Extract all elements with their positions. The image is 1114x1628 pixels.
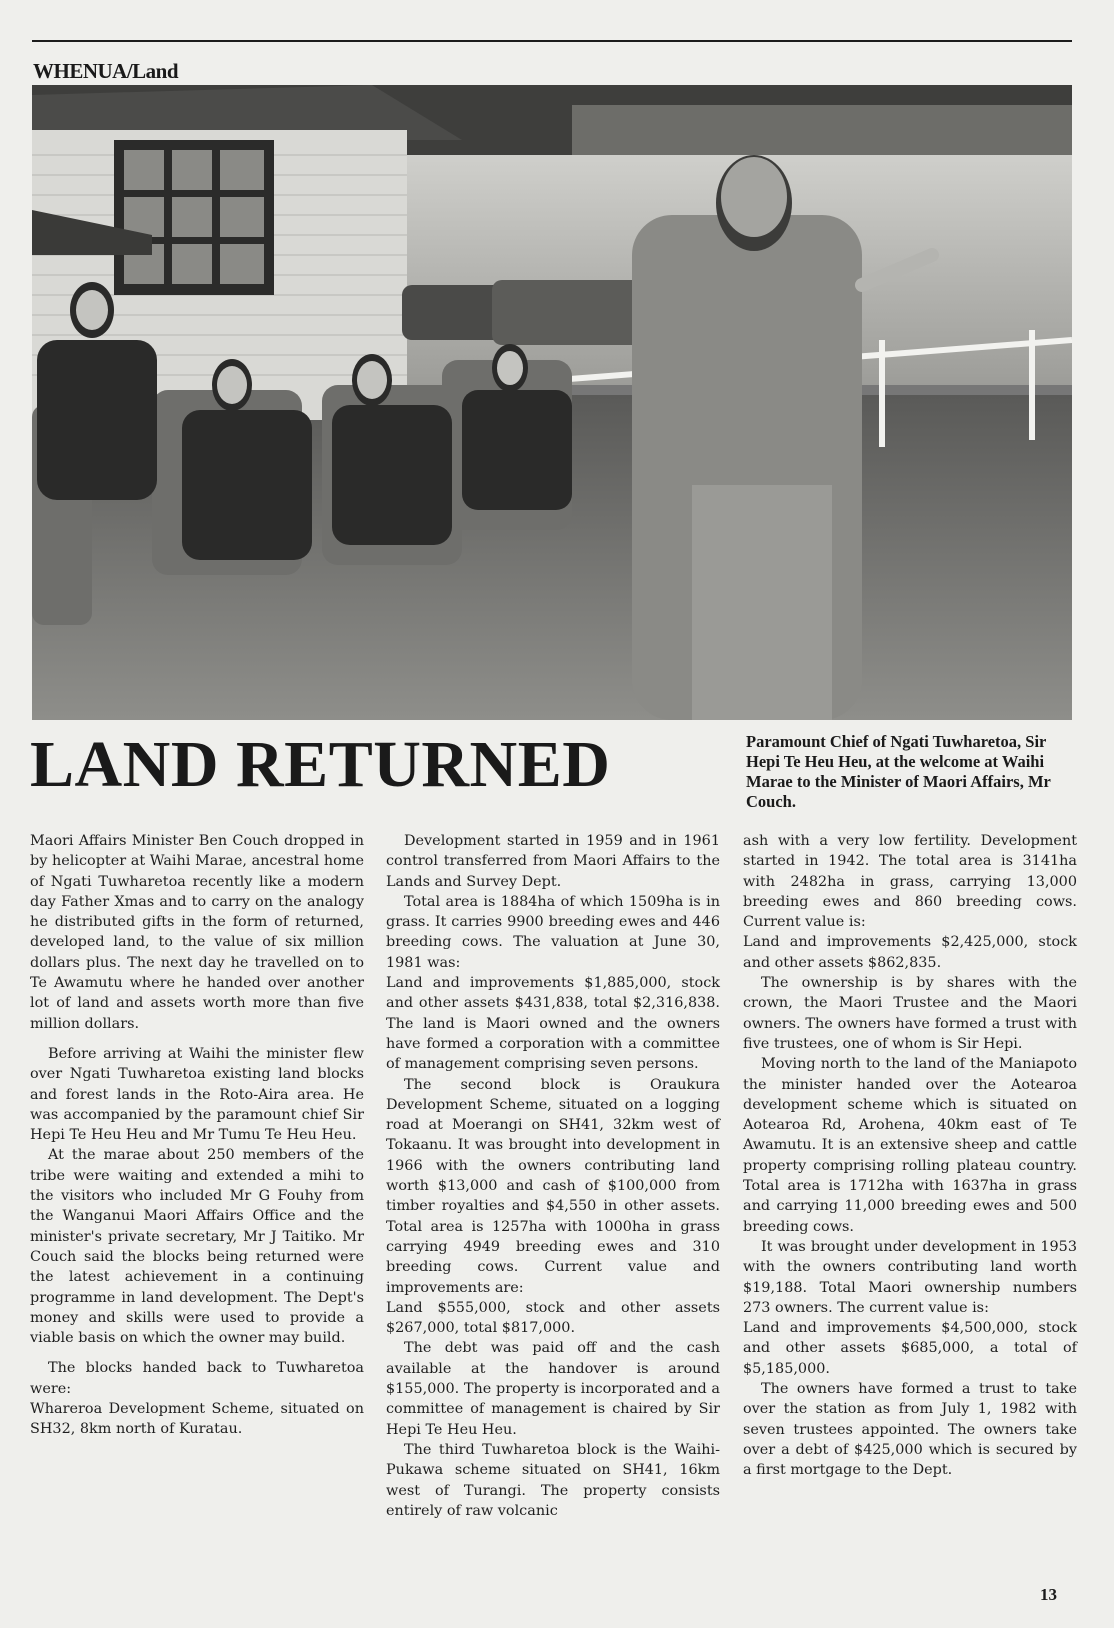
article-column-1	[30, 831, 364, 1440]
paragraph: It was brought under development in 1953 with the owners contributing land worth $19,188. Total Maori ownership numbers 273 owners. The current value is:	[743, 1238, 1077, 1316]
paragraph: Total area is 1884ha of which 1509ha is in grass. It carries 9900 breeding ewes and 446 breeding cows. The valuation at June 30, 1981 was:	[386, 893, 720, 971]
paragraph: Land and improvements $2,425,000, stock and other assets $862,835.	[743, 934, 1077, 971]
paragraph: Maori Affairs Minister Ben Couch dropped in by helicopter at Waihi Marae, ancestral home of Ngati Tuwharetoa recently like a modern day Father Xmas and to carry on the analogy he distributed gifts in the form of returned, developed land, to the value of six million dollars plus. The next day he travelled on to Te Awamutu where he handed over another lot of land and assets worth more than five million dollars.	[30, 833, 364, 1032]
paragraph: Land and improvements $4,500,000, stock and other assets $685,000, a total of $5,185,000.	[743, 1320, 1077, 1377]
paragraph: Whareroa Development Scheme, situated on SH32, 8km north of Kuratau.	[30, 1401, 364, 1438]
page-number: 13	[1040, 1585, 1057, 1604]
lead-photo	[32, 85, 1072, 720]
article-column-2	[386, 831, 720, 1521]
paragraph: The third Tuwharetoa block is the Waihi-Pukawa scheme situated on SH41, 16km west of Turangi. The property consists entirely of raw volcanic	[386, 1441, 720, 1519]
paragraph: Development started in 1959 and in 1961 control transferred from Maori Affairs to the Lands and Survey Dept.	[386, 833, 720, 890]
paragraph: The second block is Oraukura Development Scheme, situated on a logging road at Moerangi on SH41, 32km west of Tokaanu. It was brought into development in 1966 with the owners contributing land worth $13,000 and cash of $100,000 from timber royalties and $4,550 in other assets. Total area is 1257ha with 1000ha in grass carrying 4949 breeding ewes and 310 breeding cows. Current value and improvements are:	[386, 1076, 720, 1296]
photo-caption: Paramount Chief of Ngati Tuwharetoa, Sir Hepi Te Heu Heu, at the welcome at Waihi Marae to the Minister of Maori Affairs, Mr Couch.	[746, 732, 1051, 811]
paragraph: Land $555,000, stock and other assets $267,000, total $817,000.	[386, 1299, 720, 1337]
paragraph: Moving north to the land of the Maniapoto the minister handed over the Aotearoa development scheme which is situated on Aotearoa Rd, Arohena, 40km east of Te Awamutu. It is an extensive sheep and cattle property comprising rolling plateau country. Total area is 1712ha with 1637ha in grass and carrying 11,000 breeding ewes and 500 breeding cows.	[743, 1056, 1077, 1235]
paragraph: Before arriving at Waihi the minister flew over Ngati Tuwharetoa existing land blocks and forest lands in the Roto-Aira area. He was accompanied by the paramount chief Sir Hepi Te Heu Heu and Mr Tumu Te Heu Heu.	[30, 1045, 364, 1144]
photo-illustration	[32, 85, 1072, 720]
top-rule	[32, 40, 1072, 42]
paragraph: At the marae about 250 members of the tribe were waiting and extended a mihi to the visitors who included Mr G Fouhy from the Wanganui Maori Affairs Office and the minister's private secretary, Mr J Taitiko. Mr Couch said the blocks being returned were the latest achievement in a continuing programme in land development. The Dept's money and skills were used to provide a viable basis on which the owner may build.	[30, 1147, 364, 1347]
paragraph: The blocks handed back to Tuwharetoa were:	[30, 1360, 364, 1397]
article-headline: LAND RETURNED	[30, 728, 611, 801]
paragraph: The owners have formed a trust to take over the station as from July 1, 1982 with seven trustees appointed. The owners take over a debt of $425,000 which is secured by a first mortgage to the Dept.	[743, 1381, 1077, 1479]
paragraph: The ownership is by shares with the crown, the Maori Trustee and the Maori owners. The owners have formed a trust with five trustees, one of whom is Sir Hepi.	[743, 975, 1077, 1052]
paragraph: ash with a very low fertility. Development started in 1942. The total area is 3141ha with 2482ha in grass, carrying 13,000 breeding ewes and 860 breeding cows. Current value is:	[743, 833, 1077, 931]
paragraph: The debt was paid off and the cash available at the handover is around $155,000. The property is incorporated and a committee of management is chaired by Sir Hepi Te Heu Heu.	[386, 1340, 720, 1438]
article-column-3	[743, 831, 1077, 1481]
section-label: WHENUA/Land	[33, 59, 179, 83]
paragraph: Land and improvements $1,885,000, stock and other assets $431,838, total $2,316,838. The land is Maori owned and the owners have formed a corporation with a committee of management comprising seven persons.	[386, 975, 720, 1073]
